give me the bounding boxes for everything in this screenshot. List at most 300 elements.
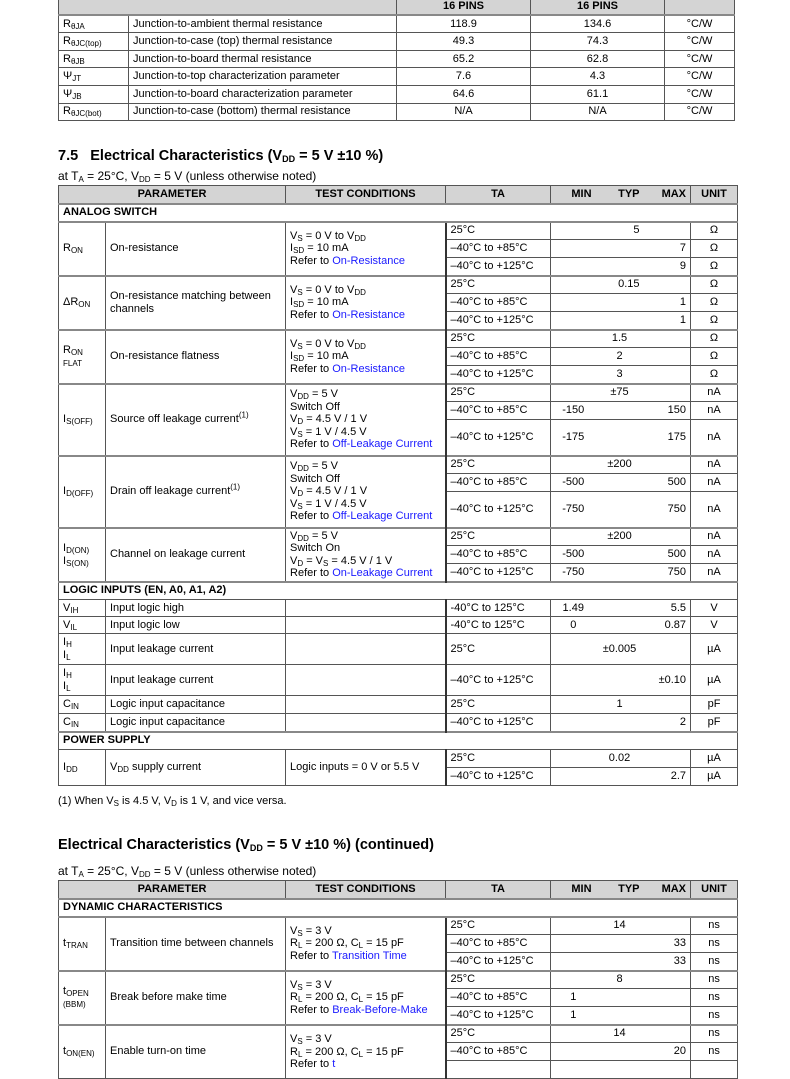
symbol: $t_{OPEN}$ (BBM)	[59, 971, 106, 1025]
group-row-power-supply	[59, 732, 738, 750]
unit: Ω	[691, 276, 738, 294]
max	[644, 1061, 691, 1079]
test-conditions: $V_{DD} = 5$ V Switch Off $V_D = 4.5$ V / 1 V $V_S = 1$ V / 4.5 V Refer to Off-Leakage Current	[286, 384, 446, 456]
footnote: (1) When $V_S$ is 4.5 V, $V_D$ is 1 V, and vice versa.	[58, 795, 287, 808]
unit: ns	[691, 917, 738, 935]
header-parameter: PARAMETER	[59, 881, 286, 899]
max	[644, 1025, 691, 1043]
max	[644, 989, 691, 1007]
typ: 8	[596, 971, 644, 989]
value-2: 62.8	[531, 50, 665, 68]
unit: nA	[691, 456, 738, 474]
typ	[596, 294, 644, 312]
max: 500	[644, 474, 691, 492]
parameter-name: Source off leakage current$^{(1)}$	[106, 384, 286, 456]
header-blank	[59, 0, 397, 15]
typ	[596, 420, 644, 456]
ta: 25°C	[446, 384, 551, 402]
symbol: $\Psi_{JB}$	[59, 85, 129, 103]
typ	[596, 258, 644, 276]
header-pins-2: 16 PINS	[531, 0, 665, 15]
typ: 1	[596, 696, 644, 714]
min: -500	[551, 546, 596, 564]
max	[644, 366, 691, 384]
max	[644, 222, 691, 240]
description: Junction-to-board characterization parameter	[129, 85, 397, 103]
ta: -40°C to 125°C	[446, 617, 551, 634]
typ	[596, 989, 644, 1007]
table-row	[59, 456, 738, 474]
on-resistance-link[interactable]: On-Resistance	[332, 254, 405, 267]
max	[644, 696, 691, 714]
ta: –40°C to +85°C	[446, 474, 551, 492]
unit: pF	[691, 714, 738, 732]
min	[551, 665, 596, 696]
unit: nA	[691, 546, 738, 564]
section-heading-continued: Electrical Characteristics ($V_{DD} = 5$ V ±10 %) (continued)	[58, 837, 434, 853]
typ	[596, 492, 644, 528]
symbol: $R_{\theta JC(top)}$	[59, 33, 129, 51]
table-caption: at $T_A = 25^\circ C$, $V_{DD} = 5$ V (unless otherwise noted)	[58, 169, 317, 184]
unit: Ω	[691, 348, 738, 366]
parameter-name: Input logic low	[106, 617, 286, 634]
group-row-dynamic	[59, 899, 738, 917]
test-conditions	[286, 617, 446, 634]
unit: ns	[691, 953, 738, 971]
unit: µA	[691, 665, 738, 696]
symbol: $V_{IL}$	[59, 617, 106, 634]
value-2: N/A	[531, 103, 665, 121]
description: Junction-to-case (bottom) thermal resistance	[129, 103, 397, 121]
max: 750	[644, 492, 691, 528]
ta: 25°C	[446, 696, 551, 714]
section-number: 7.5	[58, 148, 79, 164]
value-1: 7.6	[397, 68, 531, 86]
header-max: MAX	[644, 186, 691, 204]
min	[551, 456, 596, 474]
unit: Ω	[691, 222, 738, 240]
min: 1	[551, 1007, 596, 1025]
unit: nA	[691, 474, 738, 492]
symbol: $C_{IN}$	[59, 696, 106, 714]
min	[551, 1061, 596, 1079]
unit: ns	[691, 971, 738, 989]
typ	[596, 402, 644, 420]
unit: nA	[691, 420, 738, 456]
min	[551, 1043, 596, 1061]
max: 0.87	[644, 617, 691, 634]
unit: nA	[691, 402, 738, 420]
thermal-row	[59, 103, 735, 121]
ta	[446, 1061, 551, 1079]
unit: µA	[691, 768, 738, 786]
symbol: $I_H$ $I_L$	[59, 634, 106, 665]
min	[551, 935, 596, 953]
section-heading	[58, 148, 383, 164]
thermal-row	[59, 33, 735, 51]
symbol: $R_{\theta JA}$	[59, 15, 129, 33]
turn-on-time-link[interactable]: t	[332, 1058, 336, 1070]
max: 1	[644, 312, 691, 330]
table-row	[59, 528, 738, 546]
min: 1	[551, 989, 596, 1007]
unit: V	[691, 600, 738, 617]
ta: 25°C	[446, 917, 551, 935]
typ	[596, 665, 644, 696]
max: 9	[644, 258, 691, 276]
value-1: 49.3	[397, 33, 531, 51]
symbol: $I_H$ $I_L$	[59, 665, 106, 696]
electrical-characteristics-table	[58, 185, 738, 786]
max: 20	[644, 1043, 691, 1061]
symbol: $R_{ON}$ FLAT	[59, 330, 106, 384]
table-row	[59, 1025, 738, 1043]
header-max: MAX	[644, 881, 691, 899]
unit: °C/W	[665, 85, 735, 103]
unit: °C/W	[665, 50, 735, 68]
test-conditions: $V_S = 3$ V $R_L = 200$ Ω, $C_L = 15$ pF Refer to t	[286, 1025, 446, 1079]
symbol: $V_{IH}$	[59, 600, 106, 617]
max	[644, 528, 691, 546]
symbol: $t_{ON(EN)}$	[59, 1025, 106, 1079]
max: 5.5	[644, 600, 691, 617]
max: 33	[644, 953, 691, 971]
ta: –40°C to +125°C	[446, 714, 551, 732]
ta: 25°C	[446, 750, 551, 768]
unit: °C/W	[665, 103, 735, 121]
unit: Ω	[691, 312, 738, 330]
parameter-name: Transition time between channels	[106, 917, 286, 971]
header-test-conditions: TEST CONDITIONS	[286, 881, 446, 899]
table-row	[59, 222, 738, 240]
unit: V	[691, 617, 738, 634]
min	[551, 330, 596, 348]
on-resistance-link[interactable]: On-Resistance	[332, 362, 405, 375]
ta: -40°C to 125°C	[446, 600, 551, 617]
ta: –40°C to +85°C	[446, 1043, 551, 1061]
max	[644, 348, 691, 366]
typ	[596, 240, 644, 258]
typ: 14	[596, 1025, 644, 1043]
min: 0	[551, 617, 596, 634]
unit: Ω	[691, 240, 738, 258]
parameter-name: Break before make time	[106, 971, 286, 1025]
thermal-row	[59, 50, 735, 68]
value-1: 118.9	[397, 15, 531, 33]
table-header-row	[59, 186, 738, 204]
unit: pF	[691, 696, 738, 714]
ta: 25°C	[446, 634, 551, 665]
symbol: $I_{S(OFF)}$	[59, 384, 106, 456]
header-ta: TA	[446, 186, 551, 204]
thermal-header-row	[59, 0, 735, 15]
table-row	[59, 696, 738, 714]
test-conditions	[286, 665, 446, 696]
off-leakage-current-link[interactable]: Off-Leakage Current	[332, 510, 433, 523]
symbol: $I_{DD}$	[59, 750, 106, 786]
table-row	[59, 600, 738, 617]
ta: 25°C	[446, 276, 551, 294]
min	[551, 276, 596, 294]
typ: 0.02	[596, 750, 644, 768]
unit: nA	[691, 528, 738, 546]
table-header-row	[59, 881, 738, 899]
title-subscript: DD	[282, 154, 296, 164]
table-row	[59, 276, 738, 294]
break-before-make-link[interactable]: Break-Before-Make	[332, 1003, 428, 1016]
max	[644, 330, 691, 348]
parameter-name: Logic input capacitance	[106, 714, 286, 732]
off-leakage-current-link[interactable]: Off-Leakage Current	[332, 438, 433, 451]
test-conditions	[286, 696, 446, 714]
test-conditions: $V_{DD} = 5$ V Switch Off $V_D = 4.5$ V / 1 V $V_S = 1$ V / 4.5 V Refer to Off-Leakage Current	[286, 456, 446, 528]
typ: 5	[596, 222, 644, 240]
header-ta: TA	[446, 881, 551, 899]
symbol: $I_{D(ON)}$ $I_{S(ON)}$	[59, 528, 106, 582]
parameter-name: Input leakage current	[106, 634, 286, 665]
ta: 25°C	[446, 330, 551, 348]
symbol: $\Delta R_{ON}$	[59, 276, 106, 330]
typ	[596, 768, 644, 786]
unit: ns	[691, 1007, 738, 1025]
typ	[596, 1007, 644, 1025]
ta: –40°C to +85°C	[446, 402, 551, 420]
max: 500	[644, 546, 691, 564]
max	[644, 276, 691, 294]
thermal-row	[59, 68, 735, 86]
on-resistance-link[interactable]: On-Resistance	[332, 308, 405, 321]
max	[644, 1007, 691, 1025]
max	[644, 971, 691, 989]
header-min: MIN	[551, 881, 596, 899]
max: 150	[644, 402, 691, 420]
header-parameter: PARAMETER	[59, 186, 286, 204]
min	[551, 240, 596, 258]
group-label: LOGIC INPUTS (EN, A0, A1, A2)	[59, 582, 738, 600]
ta: –40°C to +125°C	[446, 366, 551, 384]
min	[551, 384, 596, 402]
ta: –40°C to +125°C	[446, 312, 551, 330]
unit: nA	[691, 492, 738, 528]
parameter-name: On-resistance	[106, 222, 286, 276]
min	[551, 294, 596, 312]
typ	[596, 546, 644, 564]
parameter-name: Input logic high	[106, 600, 286, 617]
unit: nA	[691, 564, 738, 582]
unit: Ω	[691, 294, 738, 312]
ta: 25°C	[446, 528, 551, 546]
min	[551, 750, 596, 768]
ta: 25°C	[446, 456, 551, 474]
unit: °C/W	[665, 33, 735, 51]
value-1: 65.2	[397, 50, 531, 68]
unit: °C/W	[665, 15, 735, 33]
typ: ±200	[596, 456, 644, 474]
unit: Ω	[691, 258, 738, 276]
max: 33	[644, 935, 691, 953]
table-row	[59, 750, 738, 768]
parameter-name: Logic input capacitance	[106, 696, 286, 714]
min: -750	[551, 564, 596, 582]
value-2: 74.3	[531, 33, 665, 51]
unit: Ω	[691, 330, 738, 348]
table-row	[59, 917, 738, 935]
unit: ns	[691, 1043, 738, 1061]
title-suffix: = 5 V ±10 %)	[295, 148, 384, 164]
parameter-name: Drain off leakage current$^{(1)}$	[106, 456, 286, 528]
min	[551, 768, 596, 786]
header-unit-blank	[665, 0, 735, 15]
value-1: 64.6	[397, 85, 531, 103]
ta: –40°C to +85°C	[446, 935, 551, 953]
test-conditions: $V_S = 3$ V $R_L = 200$ Ω, $C_L = 15$ pF Refer to Break-Before-Make	[286, 971, 446, 1025]
symbol: $I_{D(OFF)}$	[59, 456, 106, 528]
typ: 1.5	[596, 330, 644, 348]
ta: –40°C to +125°C	[446, 768, 551, 786]
unit: °C/W	[665, 68, 735, 86]
max: 2.7	[644, 768, 691, 786]
section-title: Electrical Characteristics (V	[90, 148, 283, 164]
header-test-conditions: TEST CONDITIONS	[286, 186, 446, 204]
transition-time-link[interactable]: Transition Time	[332, 949, 407, 962]
min	[551, 917, 596, 935]
typ	[596, 600, 644, 617]
typ: 2	[596, 348, 644, 366]
symbol: $R_{\theta JC(bot)}$	[59, 103, 129, 121]
test-conditions: $V_{DD} = 5$ V Switch On $V_D = V_S = 4.5$ V / 1 V Refer to On-Leakage Current	[286, 528, 446, 582]
header-pins-1: 16 PINS	[397, 0, 531, 15]
test-conditions: Logic inputs = 0 V or 5.5 V	[286, 750, 446, 786]
min: -750	[551, 492, 596, 528]
ta: –40°C to +125°C	[446, 1007, 551, 1025]
on-leakage-current-link[interactable]: On-Leakage Current	[332, 567, 433, 579]
max: 2	[644, 714, 691, 732]
unit: µA	[691, 634, 738, 665]
test-conditions	[286, 634, 446, 665]
max	[644, 634, 691, 665]
unit: ns	[691, 935, 738, 953]
max: 1	[644, 294, 691, 312]
ta: –40°C to +85°C	[446, 294, 551, 312]
ta: –40°C to +85°C	[446, 546, 551, 564]
min	[551, 366, 596, 384]
table-row	[59, 634, 738, 665]
header-unit: UNIT	[691, 881, 738, 899]
parameter-name: $V_{DD}$ supply current	[106, 750, 286, 786]
min	[551, 634, 596, 665]
min: -175	[551, 420, 596, 456]
thermal-row	[59, 15, 735, 33]
group-row-logic-inputs	[59, 582, 738, 600]
group-row-analog-switch	[59, 204, 738, 222]
min	[551, 1025, 596, 1043]
ta: 25°C	[446, 222, 551, 240]
max	[644, 384, 691, 402]
table-row	[59, 971, 738, 989]
ta: –40°C to +85°C	[446, 348, 551, 366]
symbol: $C_{IN}$	[59, 714, 106, 732]
typ	[596, 312, 644, 330]
ta: 25°C	[446, 971, 551, 989]
min	[551, 714, 596, 732]
test-conditions	[286, 714, 446, 732]
value-2: 61.1	[531, 85, 665, 103]
typ	[596, 564, 644, 582]
symbol: $\Psi_{JT}$	[59, 68, 129, 86]
max: ±0.10	[644, 665, 691, 696]
parameter-name: Input leakage current	[106, 665, 286, 696]
table-caption-continued: at $T_A = 25^\circ C$, $V_{DD} = 5$ V (unless otherwise noted)	[58, 864, 317, 879]
value-2: 4.3	[531, 68, 665, 86]
value-1: N/A	[397, 103, 531, 121]
typ: 3	[596, 366, 644, 384]
test-conditions	[286, 600, 446, 617]
min	[551, 312, 596, 330]
max	[644, 456, 691, 474]
description: Junction-to-case (top) thermal resistance	[129, 33, 397, 51]
max: 175	[644, 420, 691, 456]
symbol: $R_{\theta JB}$	[59, 50, 129, 68]
ta: –40°C to +125°C	[446, 953, 551, 971]
table-row	[59, 617, 738, 634]
typ: 0.15	[596, 276, 644, 294]
header-typ: TYP	[596, 186, 644, 204]
value-2: 134.6	[531, 15, 665, 33]
group-label: POWER SUPPLY	[59, 732, 738, 750]
description: Junction-to-board thermal resistance	[129, 50, 397, 68]
ta: 25°C	[446, 1025, 551, 1043]
ta: –40°C to +125°C	[446, 258, 551, 276]
parameter-name: Channel on leakage current	[106, 528, 286, 582]
typ	[596, 617, 644, 634]
min: 1.49	[551, 600, 596, 617]
unit: Ω	[691, 366, 738, 384]
min	[551, 222, 596, 240]
min	[551, 528, 596, 546]
thermal-row	[59, 85, 735, 103]
thermal-info-table	[58, 0, 735, 121]
min	[551, 696, 596, 714]
typ: 14	[596, 917, 644, 935]
unit: ns	[691, 1025, 738, 1043]
table-row	[59, 714, 738, 732]
min	[551, 953, 596, 971]
group-label: DYNAMIC CHARACTERISTICS	[59, 899, 738, 917]
typ	[596, 1061, 644, 1079]
header-min: MIN	[551, 186, 596, 204]
unit: nA	[691, 384, 738, 402]
min	[551, 348, 596, 366]
ta: –40°C to +85°C	[446, 240, 551, 258]
min	[551, 258, 596, 276]
max: 7	[644, 240, 691, 258]
header-unit: UNIT	[691, 186, 738, 204]
max	[644, 917, 691, 935]
typ: ±200	[596, 528, 644, 546]
min: -150	[551, 402, 596, 420]
typ	[596, 474, 644, 492]
electrical-characteristics-continued-table	[58, 880, 738, 1079]
group-label: ANALOG SWITCH	[59, 204, 738, 222]
table-row	[59, 330, 738, 348]
max: 750	[644, 564, 691, 582]
test-conditions: $V_S = 0$ V to $V_{DD}$ $I_{SD} = 10$ mA Refer to On-Resistance	[286, 222, 446, 276]
parameter-name: On-resistance matching between channels	[106, 276, 286, 330]
description: Junction-to-ambient thermal resistance	[129, 15, 397, 33]
ta: –40°C to +125°C	[446, 564, 551, 582]
table-row	[59, 384, 738, 402]
ta: –40°C to +125°C	[446, 420, 551, 456]
